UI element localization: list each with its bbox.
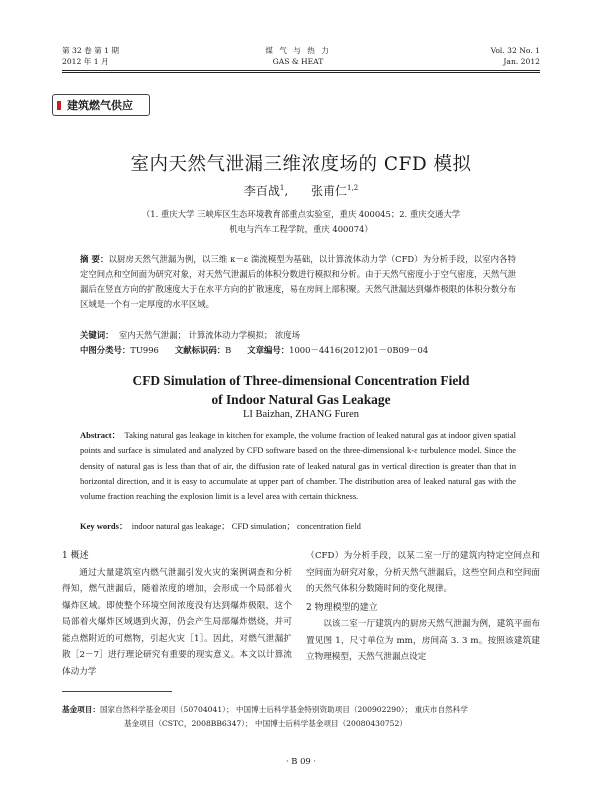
- authors-en: LI Baizhan, ZHANG Furen: [242, 409, 360, 420]
- section-1-heading: 1 概述: [62, 551, 89, 561]
- keywords-cn-text: 室内天然气泄漏； 计算流体动力学模拟； 浓度场: [118, 330, 301, 340]
- author-1: 李百战: [243, 184, 280, 198]
- keywords-en: [80, 519, 516, 534]
- journal-volume-issue: [62, 45, 119, 67]
- abstract-cn-label: 摘 要：: [80, 254, 109, 264]
- section-badge-label: 建筑燃气供应: [67, 99, 133, 112]
- affiliation-line-2: 机电与汽车工程学院，重庆 400074）: [229, 224, 373, 234]
- header-date-en: Jan. 2012: [503, 57, 540, 66]
- affiliation-cn: [110, 207, 492, 237]
- journal-name: [200, 45, 396, 67]
- header-volume: 第 32 卷 第 1 期: [62, 46, 119, 55]
- abstract-en: [80, 428, 516, 504]
- body-column-right: [306, 548, 540, 666]
- author-2-affil: 1,2: [347, 184, 359, 192]
- paper-title-en: [62, 371, 540, 409]
- abstract-cn: [80, 252, 516, 312]
- section-1-paragraph: 通过大量建筑室内燃气泄漏引发火灾的案例调查和分析得知，燃气泄漏后，随着浓度的增加，会形成一个局部着火爆炸区域。即使整个环境空间浓度没有达到爆炸极限，这个局部着火爆炸区域遇到火源，仍会产生局部爆炸燃烧，并可能点燃附近的可燃物，引起火灾［1］。因此，对燃气泄漏扩散［2－7］进行理论研究有重要的现实意义。本文以计算流体动力学: [62, 567, 292, 677]
- keywords-cn: [80, 328, 300, 343]
- clc-value: TU996: [130, 345, 159, 355]
- paper-title-cn: 室内天然气泄漏三维浓度场的 CFD 模拟: [130, 154, 472, 175]
- funding-label: 基金项目：: [62, 705, 100, 714]
- journal-name-en: GAS & HEAT: [272, 57, 324, 66]
- article-no-value: 1000－4416(2012)01－0B09－04: [289, 345, 429, 355]
- header-volume-en: Vol. 32 No. 1: [490, 46, 540, 55]
- doc-code-value: B: [225, 345, 232, 355]
- authors-cn: 李百战$^1$, 张甫仁$^{1,2}$: [243, 184, 359, 198]
- article-no-label: 文章编号：: [247, 345, 290, 355]
- abstract-en-text: Taking natural gas leakage in kitchen for example, the volume fraction of leaked natural gas at indoor given spatial points and surface is simulated and analyzed by CFD software based on the three-dimensional k-ε turbulence model. Since the density of natural gas is less than that of air, the diffusion rate of leaked natural gas in vertical direction is greater than that in horizontal direction, and it is easy to accumulate at upper part of chamber. The distribution area of leaked natural gas with the volume fraction reaching the explosion limit is a level area with certain thickness.: [80, 430, 516, 502]
- badge-marker-icon: [57, 101, 61, 110]
- page-number: · B 09 ·: [285, 756, 317, 766]
- affiliation-line-1: （1. 重庆大学 三峡库区生态环境教育部重点实验室，重庆 400045；2. 重庆交通大学: [141, 209, 461, 219]
- body-column-left: [62, 548, 292, 680]
- footnote-rule: [62, 691, 172, 692]
- abstract-cn-text: 以厨房天然气泄漏为例，以三维 κ－ε 湍流模型为基础，以计算流体动力学（CFD）为分析手段，以室内各特定空间点和空间面为研究对象，对天然气泄漏后的体积分数进行模拟和分析。由于天然气密度小于空气密度，天然气泄漏后在竖直方向的扩散速度大于在水平方向的扩散速度，易在房间上部积聚。天然气泄漏达到爆炸极限的体积分数分布区域是一个有一定厚度的水平区域。: [80, 254, 516, 309]
- author-1-affil: 1: [279, 184, 285, 192]
- author-2: 张甫仁: [311, 184, 348, 198]
- header-rule-top: [62, 70, 540, 71]
- funding-line-2: 基金项目（CSTC，2008BB6347）； 中国博士后科学基金项目（20080430752）: [124, 719, 407, 728]
- keywords-cn-label: 关键词：: [80, 330, 114, 340]
- doc-code-label: 文献标识码：: [174, 345, 226, 355]
- classification-line: [80, 343, 540, 358]
- title-en-line-2: of Indoor Natural Gas Leakage: [211, 392, 391, 407]
- section-badge: [52, 94, 150, 116]
- section-1-continuation: （CFD）为分析手段，以某二室一厅的建筑内特定空间点和空间面为研究对象，分析天然气泄漏后，这些空间点和空间面的天然气体积分数随时间的变化规律。: [306, 551, 540, 594]
- section-2-paragraph: 以该二室一厅建筑内的厨房天然气泄漏为例，建筑平面布置见图 1，尺寸单位为 mm，房间高 3. 3 m。按照该建筑建立物理模型，天然气泄漏点设定: [306, 619, 540, 662]
- title-en-line-1: CFD Simulation of Three-dimensional Concentration Field: [132, 373, 470, 388]
- section-2-heading: 2 物理模型的建立: [306, 602, 378, 613]
- header-date-cn: 2012 年 1 月: [62, 57, 109, 66]
- funding-line-1: 国家自然科学基金项目（50704041）； 中国博士后科学基金特别资助项目（200902290）； 重庆市自然科学: [99, 705, 468, 714]
- funding-note: [62, 703, 540, 731]
- keywords-en-text: indoor natural gas leakage； CFD simulation； concentration field: [131, 521, 361, 531]
- keywords-en-label: Key words：: [80, 521, 128, 531]
- abstract-en-label: Abstract：: [80, 430, 121, 440]
- header-rule-bottom: [62, 72, 540, 73]
- clc-label: 中图分类号：: [80, 345, 131, 355]
- journal-name-cn: 煤 气 与 热 力: [265, 46, 331, 55]
- journal-volume-en: [491, 45, 540, 67]
